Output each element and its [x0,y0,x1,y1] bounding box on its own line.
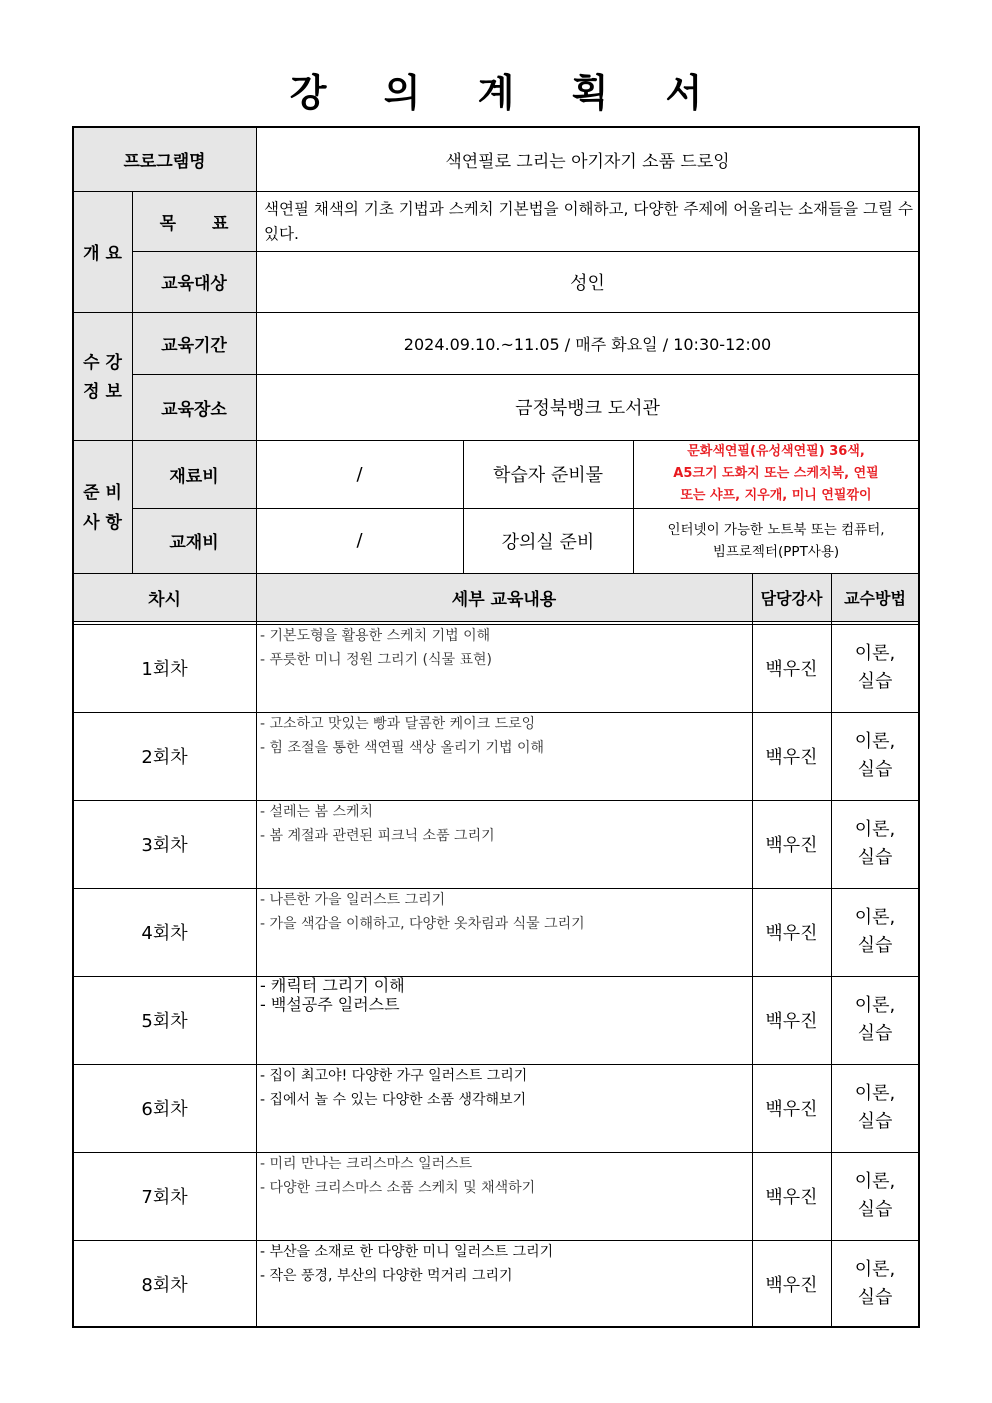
place-label: 교육장소 [132,374,256,440]
table-rule [752,573,753,1327]
session-cell: 1회차 [141,659,188,680]
room-prep-line: 인터넷이 가능한 노트북 또는 컴퓨터, [667,521,885,538]
program-value: 색연필로 그리는 아기자기 소품 드로잉 [445,151,730,172]
session-header: 차시 [73,573,256,622]
room-prep-line: 빔프로젝터(PPT사용) [712,543,840,560]
instructor-cell: 백우진 [765,923,818,944]
instructor-cell: 백우진 [765,1011,818,1032]
material-value: / [356,463,363,485]
textbook-label: 교재비 [132,508,256,573]
instructor-header: 담당강사 [752,573,831,622]
method-line: 이론, [854,731,896,752]
instructor-cell: 백우진 [765,835,818,856]
period-value: 2024.09.10.~11.05 / 매주 화요일 / 10:30-12:00 [403,334,772,354]
session-content-line: - 나른한 가을 일러스트 그리기 [260,892,446,908]
method-line: 이론, [854,643,896,664]
session-content-line: - 집에서 놀 수 있는 다양한 소품 생각해보기 [260,1092,527,1108]
material-label: 재료비 [132,440,256,508]
table-border [72,126,920,1328]
table-rule [73,621,919,622]
content-header: 세부 교육내용 [256,573,752,622]
session-content-line: - 봄 계절과 관련된 피크닉 소품 그리기 [260,828,495,844]
table-rule [463,440,464,573]
table-rule [132,191,133,573]
method-line: 실습 [857,935,893,956]
instructor-cell: 백우진 [765,747,818,768]
table-rule [73,312,919,313]
method-line: 이론, [854,819,896,840]
method-line: 이론, [854,907,896,928]
instructor-cell: 백우진 [765,1099,818,1120]
session-cell: 2회차 [141,747,188,768]
document-title: 강 의 계 획 서 [289,71,725,115]
session-content-line: - 설레는 봄 스케치 [260,804,374,820]
session-content-line: - 가을 색감을 이해하고, 다양한 옷차림과 식물 그리기 [260,916,585,932]
method-line: 이론, [854,1259,896,1280]
instructor-cell: 백우진 [765,1187,818,1208]
overview-group-label: 개 요 [73,191,132,312]
program-label: 프로그램명 [73,127,256,191]
table-rule [73,440,919,441]
method-line: 이론, [854,1171,896,1192]
session-cell: 5회차 [141,1011,188,1032]
session-content-line: - 작은 풍경, 부산의 다양한 먹거리 그리기 [260,1268,513,1284]
table-rule [633,440,634,573]
session-cell: 7회차 [141,1187,188,1208]
room-prep-label: 강의실 준비 [501,531,595,553]
target-value: 성인 [570,272,605,294]
session-content-line: - 힘 조절을 통한 색연필 색상 올리기 기법 이해 [260,740,545,756]
table-rule [256,127,257,1327]
session-content-line: - 부산을 소재로 한 다양한 미니 일러스트 그리기 [260,1244,554,1260]
table-rule [73,191,919,192]
table-rule [73,624,919,625]
method-line: 이론, [854,995,896,1016]
method-line: 실습 [857,671,893,692]
method-line: 실습 [857,1199,893,1220]
session-content-line: - 미리 만나는 크리스마스 일러스트 [260,1156,473,1172]
instructor-cell: 백우진 [765,659,818,680]
session-content-line: - 백설공주 일러스트 [260,995,400,1014]
session-content-line: - 다양한 크리스마스 소품 스케치 및 채색하기 [260,1180,536,1196]
info-group-label-2: 정 보 [83,382,122,402]
method-line: 실습 [857,1111,893,1132]
info-group-label-1: 수 강 [83,353,122,373]
period-label: 교육기간 [132,312,256,374]
session-cell: 4회차 [141,923,188,944]
table-rule [73,573,919,574]
learner-prep-line: A5크기 도화지 또는 스케치북, 연필 [673,466,879,481]
table-rule [132,508,919,509]
prep-group-label-1: 준 비 [83,483,122,503]
prep-group-label-2: 사 항 [83,513,122,533]
session-content-line: - 고소하고 맛있는 빵과 달콤한 케이크 드로잉 [260,716,536,732]
learner-prep-line: 문화색연필(유성색연필) 36색, [687,444,865,459]
method-line: 실습 [857,1023,893,1044]
session-content-line: - 기본도형을 활용한 스케치 기법 이해 [260,628,491,644]
target-label: 교육대상 [132,251,256,312]
method-line: 이론, [854,1083,896,1104]
session-cell: 8회차 [141,1275,188,1296]
goal-label: 목 표 [132,191,256,251]
session-cell: 6회차 [141,1099,188,1120]
session-content-line: - 캐릭터 그리기 이해 [260,976,405,995]
textbook-value: / [356,530,363,551]
method-header: 교수방법 [831,573,919,622]
table-rule [132,251,919,252]
learner-prep-label: 학습자 준비물 [492,465,604,486]
table-rule [132,374,919,375]
table-rule [831,573,832,1327]
goal-value: 색연필 채색의 기초 기법과 스케치 기본법을 이해하고, 다양한 주제에 어울리는 소재들을 그릴 수 있다. [264,200,913,243]
place-value: 금정북뱅크 도서관 [515,398,660,419]
learner-prep-line: 또는 샤프, 지우개, 미니 연필깎이 [680,488,872,503]
instructor-cell: 백우진 [765,1275,818,1296]
session-cell: 3회차 [141,835,188,856]
method-line: 실습 [857,847,893,868]
method-line: 실습 [857,759,893,780]
method-line: 실습 [857,1287,893,1308]
session-content-line: - 푸릇한 미니 정원 그리기 (식물 표현) [260,652,493,668]
session-content-line: - 집이 최고야! 다양한 가구 일러스트 그리기 [260,1068,528,1084]
